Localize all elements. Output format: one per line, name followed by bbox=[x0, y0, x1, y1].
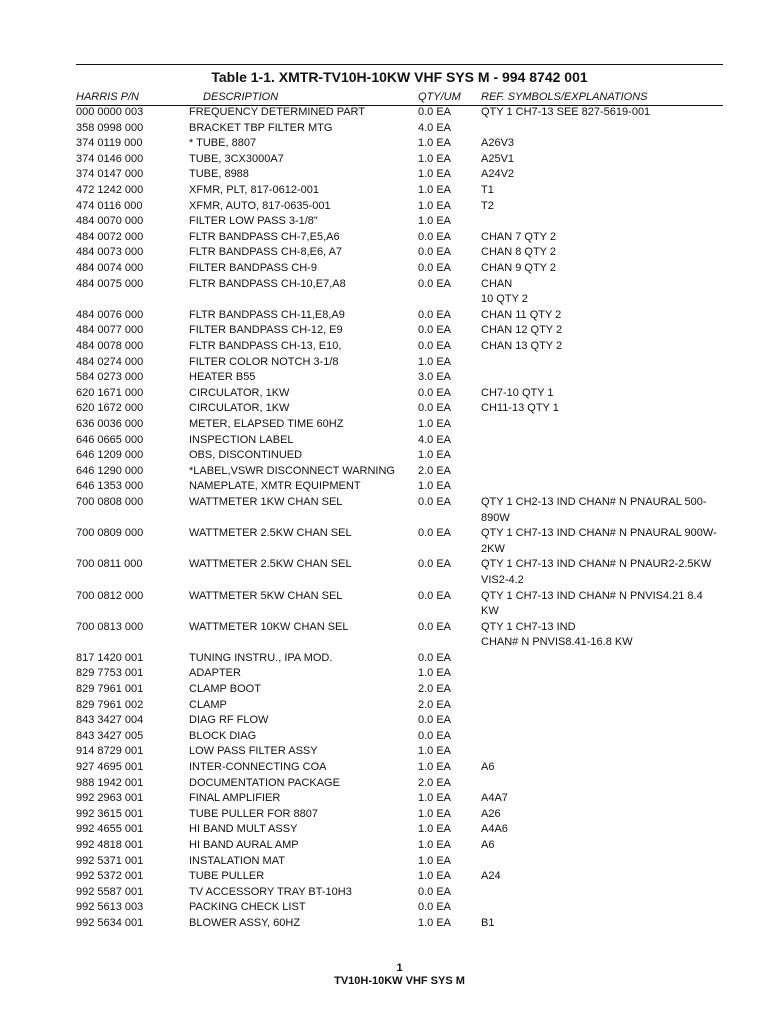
page-number: 1 bbox=[396, 962, 403, 974]
qty-cell: 0.0 EA bbox=[418, 651, 452, 664]
table-row bbox=[76, 136, 723, 152]
parts-table-body bbox=[76, 105, 723, 931]
table-row bbox=[76, 713, 723, 729]
ref-symbols-cell bbox=[481, 885, 723, 901]
table-row bbox=[76, 401, 723, 417]
description-cell: INSPECTION LABEL bbox=[189, 433, 294, 446]
part-number-cell: 484 0073 000 bbox=[76, 246, 144, 259]
table-row bbox=[76, 854, 723, 870]
top-rule bbox=[76, 64, 723, 65]
table-row bbox=[76, 885, 723, 901]
description-cell: WATTMETER 10KW CHAN SEL bbox=[189, 620, 349, 633]
qty-cell: 1.0 EA bbox=[418, 792, 452, 805]
ref-symbols-cell: QTY 1 CH7-13 SEE 827-5619-001 bbox=[481, 106, 651, 119]
qty-cell: 1.0 EA bbox=[418, 916, 452, 929]
part-number-cell: 700 0811 000 bbox=[76, 558, 143, 571]
description-cell: TUBE PULLER bbox=[189, 870, 265, 883]
ref-symbols-cell: QTY 1 CH7-13 IND CHAN# N PNAURAL 900W-2KW bbox=[481, 527, 717, 555]
table-row bbox=[76, 323, 723, 339]
qty-cell: 0.0 EA bbox=[418, 495, 452, 508]
table-row bbox=[76, 183, 723, 199]
qty-cell: 1.0 EA bbox=[418, 168, 452, 181]
description-cell: OBS, DISCONTINUED bbox=[189, 449, 303, 462]
qty-cell: 2.0 EA bbox=[418, 698, 452, 711]
part-number-cell: 829 7961 001 bbox=[76, 683, 144, 696]
ref-symbols-cell: B1 bbox=[481, 916, 495, 929]
ref-symbols-cell: T1 bbox=[481, 184, 494, 197]
qty-cell: 0.0 EA bbox=[418, 402, 452, 415]
part-number-cell: 700 0808 000 bbox=[76, 495, 144, 508]
ref-symbols-cell bbox=[481, 776, 723, 792]
qty-cell: 1.0 EA bbox=[418, 839, 452, 851]
part-number-cell: 484 0072 000 bbox=[76, 230, 144, 243]
description-cell: FLTR BANDPASS CH-10,E7,A8 bbox=[189, 277, 346, 290]
qty-cell: 1.0 EA bbox=[418, 761, 452, 774]
table-row bbox=[76, 526, 723, 557]
description-cell: FILTER LOW PASS 3-1/8" bbox=[189, 215, 318, 228]
part-number-cell: 914 8729 001 bbox=[76, 745, 144, 758]
ref-symbols-cell: CH11-13 QTY 1 bbox=[481, 402, 559, 415]
table-title: Table 1-1. XMTR-TV10H-10KW VHF SYS M - 994 8742 001 bbox=[211, 69, 588, 85]
part-number-cell: 620 1671 000 bbox=[76, 386, 144, 399]
part-number-cell: 484 0074 000 bbox=[76, 262, 144, 275]
part-number-cell: 843 3427 005 bbox=[76, 729, 144, 742]
qty-cell: 1.0 EA bbox=[418, 745, 452, 758]
qty-cell: 2.0 EA bbox=[418, 683, 452, 696]
part-number-cell: 374 0119 000 bbox=[76, 137, 143, 150]
table-row bbox=[76, 682, 723, 698]
qty-cell: 0.0 EA bbox=[418, 901, 452, 914]
description-cell: CIRCULATOR, 1KW bbox=[189, 386, 290, 399]
description-cell: CLAMP bbox=[189, 698, 227, 711]
part-number-cell: 484 0077 000 bbox=[76, 324, 144, 337]
column-header-ref-symbols: REF. SYMBOLS/EXPLANATIONS bbox=[481, 90, 648, 103]
qty-cell: 1.0 EA bbox=[418, 137, 452, 150]
description-cell: PACKING CHECK LIST bbox=[189, 901, 306, 914]
ref-symbols-cell bbox=[481, 355, 723, 371]
qty-cell: 1.0 EA bbox=[418, 854, 452, 867]
table-row bbox=[76, 557, 723, 588]
description-cell: TUBE PULLER FOR 8807 bbox=[189, 807, 318, 820]
table-row bbox=[76, 230, 723, 246]
qty-cell: 4.0 EA bbox=[418, 121, 452, 134]
table-row bbox=[76, 261, 723, 277]
description-cell: METER, ELAPSED TIME 60HZ bbox=[189, 417, 344, 430]
table-row bbox=[76, 729, 723, 745]
qty-cell: 0.0 EA bbox=[418, 340, 452, 352]
qty-cell: 0.0 EA bbox=[418, 308, 452, 321]
table-row bbox=[76, 900, 723, 916]
qty-cell: 1.0 EA bbox=[418, 807, 452, 820]
table-row bbox=[76, 869, 723, 885]
header-rule bbox=[76, 105, 723, 106]
description-cell: TUNING INSTRU., IPA MOD. bbox=[189, 651, 333, 664]
description-cell: LOW PASS FILTER ASSY bbox=[189, 745, 318, 758]
description-cell: FILTER BANDPASS CH-9 bbox=[189, 262, 317, 275]
part-number-cell: 992 5587 001 bbox=[76, 885, 144, 898]
ref-symbols-cell: A24V2 bbox=[481, 168, 515, 181]
description-cell: ADAPTER bbox=[189, 667, 241, 680]
ref-symbols-cell: A24 bbox=[481, 870, 501, 883]
qty-cell: 1.0 EA bbox=[418, 152, 452, 165]
description-cell: * TUBE, 8807 bbox=[189, 137, 257, 150]
part-number-cell: 992 5371 001 bbox=[76, 854, 144, 867]
description-cell: CIRCULATOR, 1KW bbox=[189, 402, 290, 415]
table-row bbox=[76, 386, 723, 402]
table-row bbox=[76, 807, 723, 823]
part-number-cell: 374 0146 000 bbox=[76, 152, 144, 165]
part-number-cell: 472 1242 000 bbox=[76, 184, 144, 197]
ref-symbols-cell bbox=[481, 433, 723, 449]
description-cell: FLTR BANDPASS CH-11,E8,A9 bbox=[189, 308, 345, 321]
description-cell: WATTMETER 1KW CHAN SEL bbox=[189, 495, 343, 508]
description-cell: HEATER B55 bbox=[189, 371, 256, 384]
ref-symbols-cell: CH7-10 QTY 1 bbox=[481, 386, 554, 399]
description-cell: FILTER BANDPASS CH-12, E9 bbox=[189, 324, 343, 337]
table-row bbox=[76, 589, 723, 620]
part-number-cell: 988 1942 001 bbox=[76, 776, 144, 789]
ref-symbols-cell bbox=[481, 854, 723, 870]
part-number-cell: 992 5634 001 bbox=[76, 916, 144, 929]
qty-cell: 1.0 EA bbox=[418, 449, 452, 462]
part-number-cell: 700 0809 000 bbox=[76, 527, 144, 540]
description-cell: BLOWER ASSY, 60HZ bbox=[189, 916, 301, 929]
description-cell: FLTR BANDPASS CH-8,E6, A7 bbox=[189, 246, 343, 259]
description-cell: FLTR BANDPASS CH-13, E10, bbox=[189, 340, 342, 352]
part-number-cell: 992 5372 001 bbox=[76, 870, 144, 883]
description-cell: TUBE, 3CX3000A7 bbox=[189, 152, 284, 165]
part-number-cell: 646 1290 000 bbox=[76, 464, 144, 477]
part-number-cell: 646 0665 000 bbox=[76, 433, 144, 446]
description-cell: CLAMP BOOT bbox=[189, 683, 261, 696]
ref-symbols-cell bbox=[481, 698, 723, 714]
ref-symbols-cell bbox=[481, 744, 723, 760]
ref-symbols-cell: QTY 1 CH7-13 IND CHAN# N PNAUR2-2.5KW VIS2-4.2 bbox=[481, 558, 712, 586]
column-header-description: DESCRIPTION bbox=[203, 90, 279, 103]
ref-symbols-cell: A4A6 bbox=[481, 823, 508, 836]
table-row bbox=[76, 651, 723, 667]
qty-cell: 1.0 EA bbox=[418, 355, 452, 368]
ref-symbols-cell: CHAN 8 QTY 2 bbox=[481, 246, 556, 259]
qty-cell: 1.0 EA bbox=[418, 417, 452, 430]
ref-symbols-cell bbox=[481, 729, 723, 745]
table-row bbox=[76, 105, 723, 121]
part-number-cell: 700 0813 000 bbox=[76, 620, 144, 633]
qty-cell: 0.0 EA bbox=[418, 230, 452, 243]
table-row bbox=[76, 355, 723, 371]
description-cell: XFMR, PLT, 817-0612-001 bbox=[189, 184, 320, 197]
table-row bbox=[76, 495, 723, 526]
part-number-cell: 992 5613 003 bbox=[76, 901, 144, 914]
column-header-part-number: HARRIS P/N bbox=[76, 90, 139, 103]
qty-cell: 1.0 EA bbox=[418, 480, 452, 493]
ref-symbols-cell: CHAN 11 QTY 2 bbox=[481, 308, 562, 321]
part-number-cell: 374 0147 000 bbox=[76, 168, 144, 181]
qty-cell: 0.0 EA bbox=[418, 885, 452, 898]
table-row bbox=[76, 370, 723, 386]
ref-symbols-cell bbox=[481, 417, 723, 433]
ref-symbols-cell: A4A7 bbox=[481, 792, 508, 805]
part-number-cell: 992 4655 001 bbox=[76, 823, 144, 836]
table-row bbox=[76, 448, 723, 464]
part-number-cell: 358 0998 000 bbox=[76, 121, 144, 134]
table-row bbox=[76, 760, 723, 776]
ref-symbols-cell: T2 bbox=[481, 199, 494, 212]
qty-cell: 0.0 EA bbox=[418, 246, 452, 259]
part-number-cell: 646 1353 000 bbox=[76, 480, 144, 493]
part-number-cell: 636 0036 000 bbox=[76, 417, 144, 430]
description-cell: TV ACCESSORY TRAY BT-10H3 bbox=[189, 885, 352, 898]
table-header-row bbox=[76, 90, 723, 106]
description-cell: HI BAND MULT ASSY bbox=[189, 823, 298, 836]
ref-symbols-cell bbox=[481, 651, 723, 667]
qty-cell: 2.0 EA bbox=[418, 464, 452, 477]
table-row bbox=[76, 776, 723, 792]
qty-cell: 0.0 EA bbox=[418, 558, 452, 571]
table-row bbox=[76, 464, 723, 480]
qty-cell: 0.0 EA bbox=[418, 589, 452, 602]
part-number-cell: 829 7753 001 bbox=[76, 667, 144, 680]
description-cell: FREQUENCY DETERMINED PART bbox=[189, 106, 366, 119]
table-row bbox=[76, 822, 723, 838]
qty-cell: 0.0 EA bbox=[418, 620, 452, 633]
table-row bbox=[76, 791, 723, 807]
table-row bbox=[76, 308, 723, 324]
part-number-cell: 992 2963 001 bbox=[76, 792, 144, 805]
part-number-cell: 700 0812 000 bbox=[76, 589, 144, 602]
qty-cell: 4.0 EA bbox=[418, 433, 452, 446]
table-row bbox=[76, 916, 723, 932]
qty-cell: 0.0 EA bbox=[418, 714, 452, 727]
part-number-cell: 817 1420 001 bbox=[76, 651, 144, 664]
part-number-cell: 584 0273 000 bbox=[76, 371, 144, 384]
table-row bbox=[76, 433, 723, 449]
table-row bbox=[76, 479, 723, 495]
description-cell: BRACKET TBP FILTER MTG bbox=[189, 121, 333, 134]
qty-cell: 0.0 EA bbox=[418, 386, 452, 399]
table-row bbox=[76, 121, 723, 137]
part-number-cell: 992 4818 001 bbox=[76, 839, 144, 851]
part-number-cell: 843 3427 004 bbox=[76, 714, 144, 727]
description-cell: XFMR, AUTO, 817-0635-001 bbox=[189, 199, 331, 212]
description-cell: HI BAND AURAL AMP bbox=[189, 839, 299, 851]
table-row bbox=[76, 620, 723, 651]
description-cell: FLTR BANDPASS CH-7,E5,A6 bbox=[189, 230, 340, 243]
part-number-cell: 829 7961 002 bbox=[76, 698, 144, 711]
table-row bbox=[76, 838, 723, 854]
part-number-cell: 484 0076 000 bbox=[76, 308, 144, 321]
ref-symbols-cell bbox=[481, 682, 723, 698]
part-number-cell: 992 3615 001 bbox=[76, 807, 144, 820]
qty-cell: 1.0 EA bbox=[418, 667, 452, 680]
ref-symbols-cell: A26 bbox=[481, 807, 501, 820]
table-row bbox=[76, 339, 723, 355]
ref-symbols-cell bbox=[481, 370, 723, 386]
table-row bbox=[76, 167, 723, 183]
description-cell: FILTER COLOR NOTCH 3-1/8 bbox=[189, 355, 339, 368]
part-number-cell: 484 0078 000 bbox=[76, 340, 144, 352]
ref-symbols-cell: QTY 1 CH2-13 IND CHAN# N PNAURAL 500-890W bbox=[481, 495, 707, 524]
ref-symbols-cell: CHAN 12 QTY 2 bbox=[481, 324, 563, 337]
part-number-cell: 927 4695 001 bbox=[76, 761, 144, 774]
qty-cell: 1.0 EA bbox=[418, 823, 452, 836]
column-header-qty: QTY/UM bbox=[418, 90, 461, 103]
qty-cell: 3.0 EA bbox=[418, 371, 452, 384]
table-row bbox=[76, 152, 723, 168]
part-number-cell: 484 0070 000 bbox=[76, 215, 144, 228]
qty-cell: 1.0 EA bbox=[418, 870, 452, 883]
qty-cell: 0.0 EA bbox=[418, 277, 452, 290]
table-row bbox=[76, 417, 723, 433]
part-number-cell: 000 0000 003 bbox=[76, 106, 144, 119]
ref-symbols-cell bbox=[481, 713, 723, 729]
ref-symbols-cell bbox=[481, 448, 723, 464]
description-cell: TUBE, 8988 bbox=[189, 168, 249, 181]
ref-symbols-cell: QTY 1 CH7-13 IND CHAN# N PNVIS4.21 8.4 KW bbox=[481, 589, 703, 618]
ref-symbols-cell: A6 bbox=[481, 839, 495, 851]
description-cell: INTER-CONNECTING COA bbox=[189, 761, 327, 774]
description-cell: DOCUMENTATION PACKAGE bbox=[189, 776, 340, 789]
qty-cell: 1.0 EA bbox=[418, 199, 452, 212]
ref-symbols-cell bbox=[481, 479, 723, 495]
ref-symbols-cell bbox=[481, 214, 723, 230]
table-row bbox=[76, 744, 723, 760]
part-number-cell: 474 0116 000 bbox=[76, 199, 143, 212]
ref-symbols-cell: CHAN 10 QTY 2 bbox=[481, 277, 528, 306]
description-cell: WATTMETER 2.5KW CHAN SEL bbox=[189, 527, 352, 540]
description-cell: *LABEL,VSWR DISCONNECT WARNING bbox=[189, 464, 395, 477]
ref-symbols-cell: CHAN 7 QTY 2 bbox=[481, 230, 556, 243]
qty-cell: 0.0 EA bbox=[418, 324, 452, 337]
table-row bbox=[76, 199, 723, 215]
qty-cell: 1.0 EA bbox=[418, 215, 452, 228]
ref-symbols-cell: A25V1 bbox=[481, 152, 515, 165]
ref-symbols-cell bbox=[481, 464, 723, 480]
part-number-cell: 646 1209 000 bbox=[76, 449, 144, 462]
ref-symbols-cell: A6 bbox=[481, 761, 495, 774]
qty-cell: 0.0 EA bbox=[418, 527, 452, 540]
ref-symbols-cell bbox=[481, 900, 723, 916]
table-row bbox=[76, 214, 723, 230]
description-cell: NAMEPLATE, XMTR EQUIPMENT bbox=[189, 480, 361, 493]
ref-symbols-cell: CHAN 9 QTY 2 bbox=[481, 262, 556, 275]
part-number-cell: 484 0075 000 bbox=[76, 277, 144, 290]
ref-symbols-cell bbox=[481, 666, 723, 682]
part-number-cell: 484 0274 000 bbox=[76, 355, 144, 368]
description-cell: WATTMETER 5KW CHAN SEL bbox=[189, 589, 343, 602]
table-row bbox=[76, 666, 723, 682]
description-cell: INSTALATION MAT bbox=[189, 854, 285, 867]
part-number-cell: 620 1672 000 bbox=[76, 402, 144, 415]
table-row bbox=[76, 698, 723, 714]
table-row bbox=[76, 277, 723, 308]
description-cell: BLOCK DIAG bbox=[189, 729, 257, 742]
ref-symbols-cell: A26V3 bbox=[481, 137, 515, 150]
description-cell: FINAL AMPLIFIER bbox=[189, 792, 281, 805]
parts-table bbox=[76, 90, 723, 932]
footer-system-title: TV10H-10KW VHF SYS M bbox=[334, 975, 465, 987]
description-cell: WATTMETER 2.5KW CHAN SEL bbox=[189, 558, 352, 571]
ref-symbols-cell: CHAN 13 QTY 2 bbox=[481, 340, 563, 352]
table-row bbox=[76, 245, 723, 261]
qty-cell: 0.0 EA bbox=[418, 106, 452, 119]
qty-cell: 1.0 EA bbox=[418, 184, 452, 197]
ref-symbols-cell: QTY 1 CH7-13 IND CHAN# N PNVIS8.41-16.8 KW bbox=[481, 620, 633, 649]
qty-cell: 0.0 EA bbox=[418, 729, 452, 742]
description-cell: DIAG RF FLOW bbox=[189, 714, 269, 727]
ref-symbols-cell bbox=[481, 121, 723, 137]
qty-cell: 2.0 EA bbox=[418, 776, 452, 789]
qty-cell: 0.0 EA bbox=[418, 262, 452, 275]
